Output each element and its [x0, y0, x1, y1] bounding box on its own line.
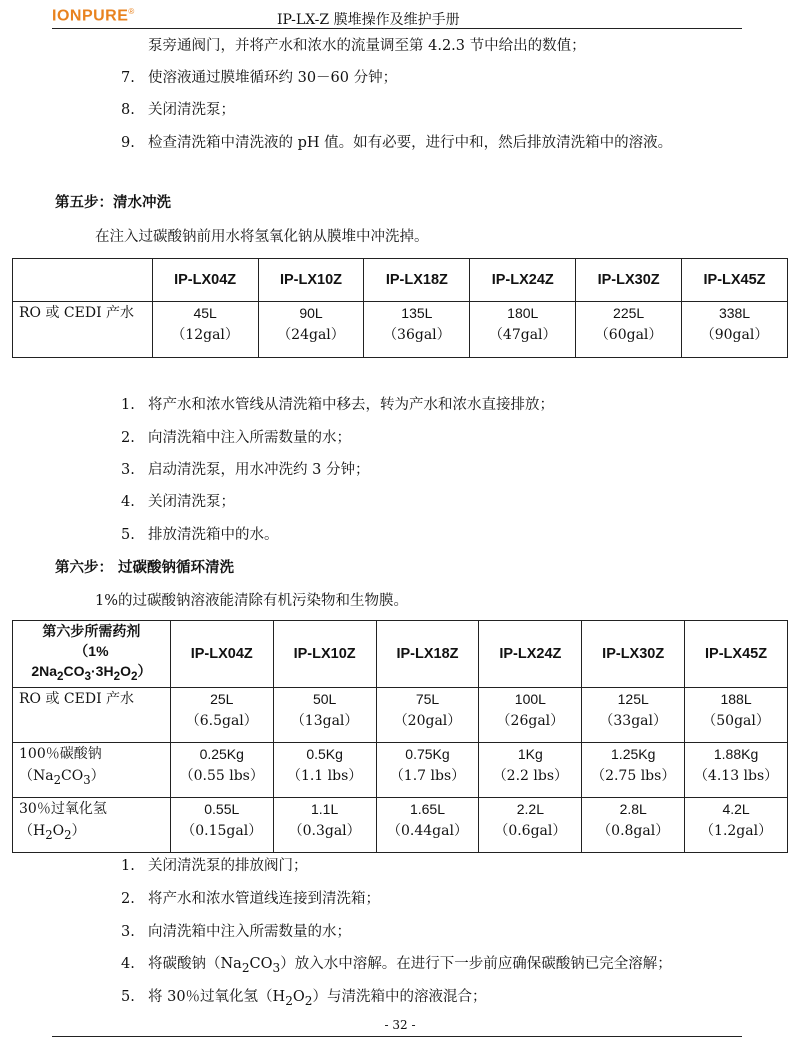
table-cell: 0.55L （0.15gal）: [170, 797, 273, 852]
table-cell: 225L （60gal）: [576, 302, 682, 358]
model-header: IP-LX24Z: [479, 621, 582, 688]
table-cell: 100L （26gal）: [479, 687, 582, 742]
row-label: 30％过氧化氢 $(H_2O_2)$: [13, 797, 171, 852]
row-label: RO 或 CEDI 产水: [13, 687, 171, 742]
list-item: 5. 将 30％过氧化氢$(H_2O_2)$与清洗箱中的溶液混合；: [121, 989, 487, 1008]
list-item: 7. 使溶液通过膜堆循环约 30－60 分钟；: [121, 70, 398, 86]
table-cell: 0.25Kg （0.55 lbs）: [170, 742, 273, 797]
list-item: 8. 关闭清洗泵；: [121, 102, 235, 118]
table-corner-cell: [13, 259, 153, 302]
table-cell: 1.25Kg （2.75 lbs）: [582, 742, 685, 797]
model-header: IP-LX18Z: [364, 259, 470, 302]
table-cell: 50L （13gal）: [273, 687, 376, 742]
table-cell: 90L （24gal）: [258, 302, 364, 358]
table-cell: 1.1L （0.3gal）: [273, 797, 376, 852]
step6-title: 第六步： 过碳酸钠循环清洗: [55, 559, 235, 576]
table-cell: 135L （36gal）: [364, 302, 470, 358]
list-item: 1. 将产水和浓水管线从清洗箱中移去，转为产水和浓水直接排放；: [121, 397, 554, 413]
list-item: 1. 关闭清洗泵的排放阀门；: [121, 858, 308, 874]
list-item: 9. 检查清洗箱中清洗液的 pH 值。如有必要，进行中和，然后排放清洗箱中的溶液。: [121, 135, 673, 151]
model-header: IP-LX04Z: [170, 621, 273, 688]
table-cell: 2.2L （0.6gal）: [479, 797, 582, 852]
list-item: 4. 关闭清洗泵；: [121, 494, 235, 510]
table-cell: 0.75Kg （1.7 lbs）: [376, 742, 479, 797]
table-cell: 188L （50gal）: [685, 687, 788, 742]
footer-divider: [52, 1036, 742, 1037]
table-header-row: [13, 259, 788, 302]
table-cell: 75L （20gal）: [376, 687, 479, 742]
page-number: - 32 -: [384, 1018, 416, 1032]
step6-intro: 1%的过碳酸钠溶液能清除有机污染物和生物膜。: [95, 593, 409, 609]
table-cell: 45L （12gal）: [152, 302, 258, 358]
ionpure-logo: IONPURE®: [52, 7, 135, 25]
table-row: [13, 797, 788, 852]
table-cell: 2.8L （0.8gal）: [582, 797, 685, 852]
model-header: IP-LX30Z: [582, 621, 685, 688]
model-header: IP-LX18Z: [376, 621, 479, 688]
table-cell: 125L （33gal）: [582, 687, 685, 742]
table-cell: 1Kg （2.2 lbs）: [479, 742, 582, 797]
model-header: IP-LX45Z: [685, 621, 788, 688]
table-header-row: [13, 621, 788, 688]
table-cell: 25L （6.5gal）: [170, 687, 273, 742]
list-item: 3. 向清洗箱中注入所需数量的水；: [121, 924, 351, 940]
list-item: 2. 将产水和浓水管道线连接到清洗箱；: [121, 891, 380, 907]
step5-intro: 在注入过碳酸钠前用水将氢氧化钠从膜堆中冲洗掉。: [95, 229, 429, 245]
table-cell: 1.88Kg （4.13 lbs）: [685, 742, 788, 797]
table-cell: 0.5Kg （1.1 lbs）: [273, 742, 376, 797]
step6-table: [12, 620, 788, 853]
table-cell: 180L （47gal）: [470, 302, 576, 358]
list-item: 5. 排放清洗箱中的水。: [121, 527, 279, 543]
model-header: IP-LX24Z: [470, 259, 576, 302]
table-cell: 1.65L （0.44gal）: [376, 797, 479, 852]
step5-table: [12, 258, 788, 358]
model-header: IP-LX04Z: [152, 259, 258, 302]
table-row: [13, 742, 788, 797]
row-label: 100％碳酸钠 $(Na_2CO_3)$: [13, 742, 171, 797]
list-item: 4. 将碳酸钠$(Na_2CO_3)$放入水中溶解。在进行下一步前应确保碳酸钠已完全溶解；: [121, 956, 672, 975]
document-title: IP-LX-Z 膜堆操作及维护手册: [277, 12, 460, 28]
table-row: [13, 687, 788, 742]
model-header: IP-LX10Z: [273, 621, 376, 688]
chemical-header-cell: 第六步所需药剂 （1% $2Na_2CO_3\cdot 3H_2O_2$）: [13, 621, 171, 688]
table-cell: 338L （90gal）: [682, 302, 788, 358]
row-label: RO 或 CEDI 产水: [13, 302, 153, 358]
list-item: 2. 向清洗箱中注入所需数量的水；: [121, 430, 351, 446]
model-header: IP-LX45Z: [682, 259, 788, 302]
table-cell: 4.2L （1.2gal）: [685, 797, 788, 852]
table-row: [13, 302, 788, 358]
list-item: 3. 启动清洗泵，用水冲洗约 3 分钟；: [121, 462, 370, 478]
page-header: [52, 6, 742, 29]
model-header: IP-LX10Z: [258, 259, 364, 302]
step5-title: 第五步：清水冲洗: [55, 194, 171, 211]
continuation-step-text: 泵旁通阀门，并将产水和浓水的流量调至第 4.2.3 节中给出的数值；: [148, 38, 586, 54]
model-header: IP-LX30Z: [576, 259, 682, 302]
